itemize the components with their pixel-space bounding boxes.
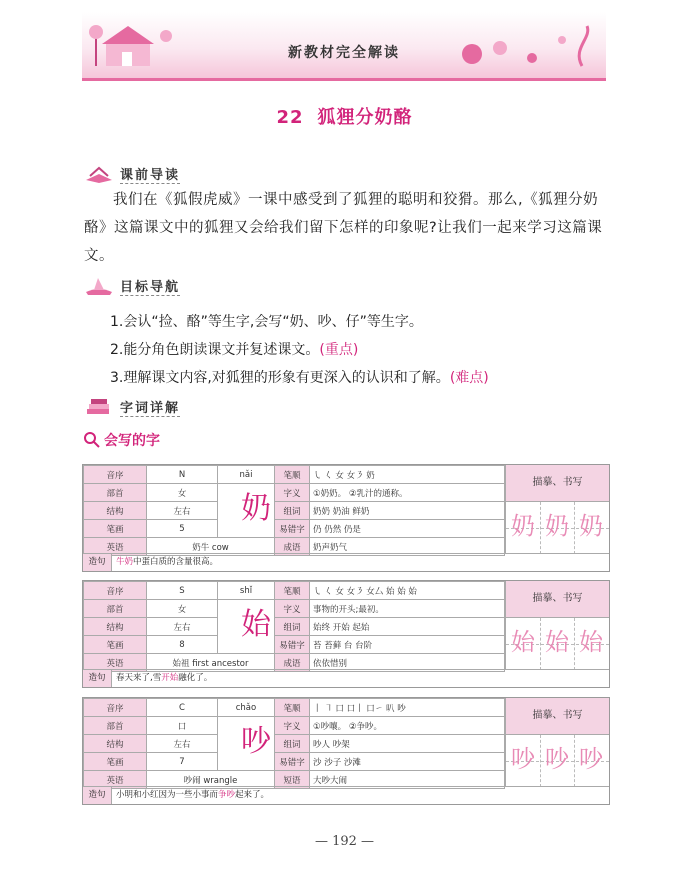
example-sentence: 造句 春天来了,雪开始融化了。: [83, 669, 609, 687]
char-card-0: [82, 464, 610, 572]
books-stack-icon: [84, 397, 114, 417]
char-card-1: [82, 580, 610, 688]
practice-label: 描摹、书写: [505, 465, 609, 502]
goals-heading: 目标导航: [84, 274, 180, 298]
page-number: — 192 —: [314, 834, 375, 849]
sail-book-icon: [84, 276, 114, 296]
goal-item-3: 3.理解课文内容,对狐狸的形象有更深入的认识和了解。(难点): [110, 370, 489, 386]
intro-paragraph: 我们在《狐假虎威》一课中感受到了狐狸的聪明和狡猾。那么,《狐狸分奶酪》这篇课文中的狐狸又会给我们留下怎样的印象呢?让我们一起来学习这篇课文。: [84, 192, 603, 264]
lesson-number: 22: [276, 107, 304, 128]
example-sentence: 造句 小明和小红因为一些小事而争吵起来了。: [83, 786, 609, 804]
words-heading: 字词详解: [84, 395, 180, 419]
char-info-table: 音序 S shǐ 笔顺 ㇂ 𡿨 女 女㇋ 女厶 始 始 始 部首 女 字义 事物的开头;最初。 结构 左右 组词 始终 开始 起始 笔画 8 易错字 苔 苔藓 台 台阶 英语 始祖 first ancestor 成语 依依惜别: [83, 581, 505, 672]
header-banner: [82, 12, 606, 81]
practice-label: 描摹、书写: [505, 698, 609, 735]
main-character: 奶: [241, 491, 271, 526]
intro-heading: 课前导读: [84, 162, 180, 186]
trace-char: 始: [511, 628, 535, 656]
char-card-2: [82, 697, 610, 805]
trace-char: 奶: [545, 512, 569, 540]
writable-chars-heading: 会写的字: [84, 430, 160, 450]
book-icon: [84, 164, 114, 184]
char-info-table: 音序 N nǎi 笔顺 ㇂ 𡿨 女 女㇋ 奶 部首 女 字义 ①奶奶。 ②乳汁的通称。 结构 左右 组词 奶奶 奶油 鲜奶 笔画 5 易错字 仍 仍然 仍是 英语 奶牛 cow 成语 奶声奶气: [83, 465, 505, 556]
main-character: 始: [241, 607, 271, 642]
goal-item-2: 2.能分角色朗读课文并复述课文。(重点): [110, 342, 359, 358]
trace-char: 吵: [511, 745, 535, 773]
trace-char: 奶: [511, 512, 535, 540]
trace-char: 吵: [579, 745, 603, 773]
goal-item-1: 1.会认“捡、酪”等生字,会写“奶、吵、仔”等生字。: [110, 314, 423, 330]
trace-char: 吵: [545, 745, 569, 773]
lesson-name: 狐狸分奶酪: [317, 107, 413, 128]
trace-char: 奶: [579, 512, 603, 540]
lesson-title: [0, 103, 689, 129]
trace-char: 始: [545, 628, 569, 656]
practice-area: [505, 581, 609, 670]
practice-area: [505, 465, 609, 554]
header-title: 新教材完全解读: [288, 45, 400, 61]
practice-label: 描摹、书写: [505, 581, 609, 618]
main-character: 吵: [241, 724, 271, 759]
practice-area: [505, 698, 609, 787]
char-info-table: 音序 C chǎo 笔顺 丨 ㇕ 口 口丨 口㇀ 叭 吵 部首 口 字义 ①吵嚷。 ②争吵。 结构 左右 组词 吵人 吵架 笔画 7 易错字 沙 沙子 沙滩 英语 吵闹 wrangle 短语 大吵大闹: [83, 698, 505, 789]
magnifier-icon: [84, 432, 100, 448]
example-sentence: 造句 牛奶中蛋白质的含量很高。: [83, 553, 609, 571]
floral-illustration: [442, 18, 602, 74]
trace-char: 始: [579, 628, 603, 656]
